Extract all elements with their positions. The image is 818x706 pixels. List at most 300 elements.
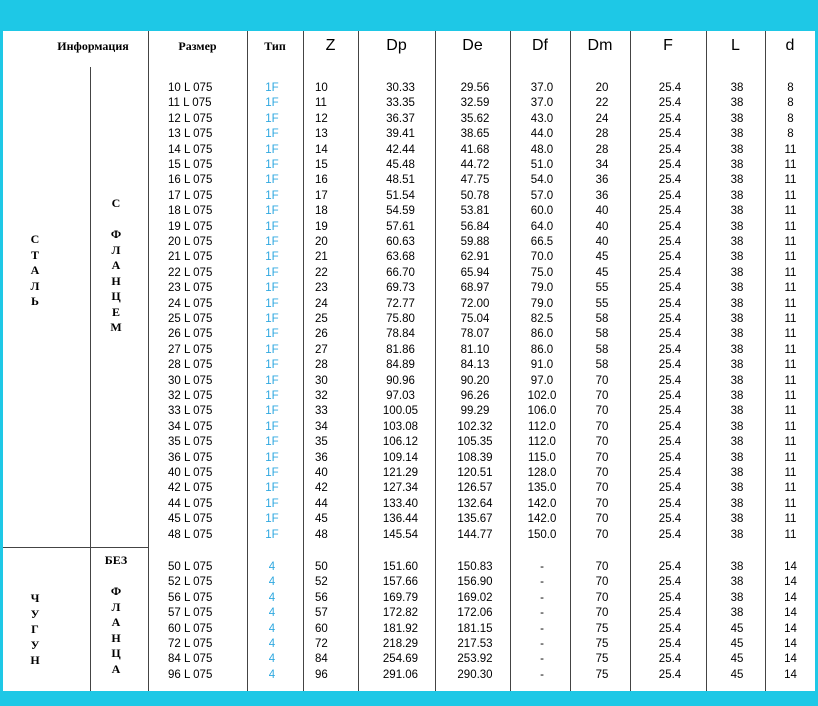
cell-dp: 136.44 [382, 513, 419, 526]
label-flange-letter: Ц [111, 289, 121, 303]
cell-d: 11 [784, 143, 797, 156]
table-row [3, 266, 815, 281]
cell-l: 38 [730, 607, 744, 620]
cell-f: 25.4 [658, 451, 682, 464]
cell-f: 25.4 [658, 638, 682, 650]
cell-d: 11 [784, 374, 797, 387]
cell-d: 11 [784, 497, 797, 510]
cell-f: 25.4 [658, 236, 682, 248]
header-size: Размер [178, 39, 217, 53]
cell-type: 1F [265, 343, 279, 356]
cell-df: 51.0 [530, 159, 554, 171]
cell-dm: 40 [595, 236, 609, 248]
cell-f: 25.4 [658, 591, 682, 604]
cell-size: 16 L 075 [168, 174, 213, 187]
cell-f: 25.4 [658, 82, 682, 94]
cell-z: 12 [315, 112, 328, 125]
cell-size: 25 L 075 [168, 313, 213, 325]
cell-de: 108.39 [457, 451, 493, 464]
cell-d: 11 [784, 313, 797, 325]
cell-type: 1F [265, 467, 279, 479]
table-row [3, 204, 815, 219]
cell-df: 37.0 [530, 97, 554, 110]
cell-dm: 75 [595, 622, 609, 635]
cell-type: 4 [268, 591, 276, 604]
label-steel-letter: Т [30, 247, 39, 262]
cell-f: 25.4 [658, 359, 682, 372]
cell-z: 72 [315, 638, 328, 650]
cell-dm: 70 [595, 467, 609, 479]
cell-l: 38 [730, 420, 744, 433]
cell-de: 105.35 [457, 436, 493, 449]
cell-d: 8 [787, 97, 794, 110]
cell-z: 35 [315, 436, 328, 449]
cell-z: 28 [315, 359, 328, 372]
cell-dm: 70 [595, 513, 609, 526]
cell-d: 11 [784, 236, 797, 248]
table-row [3, 358, 815, 373]
table-row [3, 606, 815, 621]
table-row [3, 81, 815, 96]
cell-dm: 55 [595, 282, 609, 295]
cell-type: 1F [265, 205, 279, 218]
cell-dp: 133.40 [382, 497, 419, 510]
cell-dm: 70 [595, 374, 609, 387]
cell-f: 25.4 [658, 668, 682, 681]
cell-df: 112.0 [528, 436, 556, 449]
label-steel-letter: Ь [31, 294, 39, 308]
cell-dp: 106.12 [382, 436, 419, 449]
cell-df: 97.0 [530, 374, 554, 387]
cell-l: 38 [730, 82, 744, 94]
table-row [3, 420, 815, 435]
cell-dm: 70 [595, 451, 609, 464]
cell-df: - [540, 638, 544, 650]
label-iron-letter: У [30, 637, 40, 652]
cell-type: 1F [265, 251, 279, 264]
cell-d: 14 [784, 638, 797, 650]
cell-dp: 60.63 [386, 236, 415, 248]
cell-z: 40 [315, 467, 328, 479]
cell-l: 38 [730, 374, 744, 387]
cell-f: 25.4 [658, 143, 682, 156]
cell-dp: 69.73 [386, 282, 415, 295]
cell-d: 11 [784, 513, 797, 526]
table-row [3, 327, 815, 342]
label-flange-letter: А [111, 615, 121, 629]
cell-type: 1F [265, 313, 279, 325]
cell-de: 29.56 [460, 82, 490, 94]
cell-df: - [540, 622, 544, 635]
cell-l: 38 [730, 189, 744, 202]
cell-size: 52 L 075 [168, 576, 213, 589]
cell-z: 23 [315, 282, 328, 295]
cell-de: 32.59 [460, 97, 490, 110]
section-divider [3, 547, 148, 548]
cell-z: 96 [315, 668, 328, 681]
label-flange-letter: С [111, 196, 121, 210]
cell-f: 25.4 [658, 266, 682, 279]
cell-f: 25.4 [658, 159, 682, 171]
cell-type: 4 [268, 561, 276, 573]
cell-de: 38.65 [460, 128, 490, 141]
cell-f: 25.4 [658, 576, 682, 589]
label-iron-letter: У [30, 606, 40, 621]
cell-type: 4 [268, 653, 276, 666]
cell-df: 43.0 [530, 112, 554, 125]
cell-f: 25.4 [658, 189, 682, 202]
cell-d: 11 [784, 251, 797, 264]
cell-f: 25.4 [658, 112, 682, 125]
cell-dp: 181.92 [382, 622, 419, 635]
cell-l: 38 [730, 143, 744, 156]
cell-size: 18 L 075 [168, 205, 213, 218]
cell-l: 38 [730, 205, 744, 218]
cell-de: 102.32 [457, 420, 493, 433]
spec-table [3, 31, 815, 691]
cell-f: 25.4 [658, 220, 682, 233]
cell-dm: 70 [595, 420, 609, 433]
cell-z: 14 [315, 143, 328, 156]
table-row [3, 528, 815, 543]
cell-f: 25.4 [658, 128, 682, 141]
cell-dp: 30.33 [386, 82, 415, 94]
cell-dm: 24 [595, 112, 609, 125]
cell-de: 53.81 [460, 205, 490, 218]
cell-dp: 151.60 [382, 561, 419, 573]
cell-z: 15 [315, 159, 328, 171]
cell-dp: 97.03 [386, 390, 415, 402]
cell-dm: 36 [595, 189, 609, 202]
cell-l: 38 [730, 576, 744, 589]
label-flange-letter: Ф [110, 584, 122, 598]
cell-dm: 75 [595, 638, 609, 650]
table-row [3, 435, 815, 450]
cell-l: 38 [730, 328, 744, 341]
cell-size: 50 L 075 [168, 561, 213, 573]
cell-df: 66.5 [530, 236, 554, 248]
cell-type: 1F [265, 82, 279, 94]
table-row [3, 466, 815, 481]
label-steel-letter: А [30, 263, 40, 277]
cell-dm: 70 [595, 482, 609, 495]
cell-size: 11 L 075 [168, 97, 212, 110]
cell-df: 82.5 [530, 313, 554, 325]
cell-type: 1F [265, 189, 279, 202]
cell-z: 19 [315, 220, 328, 233]
cell-d: 14 [784, 622, 797, 635]
cell-size: 44 L 075 [168, 497, 213, 510]
cell-type: 1F [265, 482, 279, 495]
cell-de: 181.15 [457, 622, 493, 635]
header-dp: Dp [386, 37, 407, 54]
cell-de: 90.20 [460, 374, 490, 387]
cell-df: 150.0 [527, 528, 557, 541]
table-row [3, 622, 815, 637]
cell-type: 1F [265, 359, 279, 372]
header-info: Информация [57, 39, 129, 53]
cell-l: 38 [730, 112, 744, 125]
cell-d: 8 [787, 128, 794, 141]
cell-de: 253.92 [457, 653, 493, 666]
cell-z: 20 [315, 236, 328, 248]
cell-dp: 33.35 [386, 97, 415, 110]
cell-dp: 63.68 [386, 251, 415, 264]
cell-z: 17 [315, 189, 328, 202]
table-row [3, 158, 815, 173]
cell-de: 56.84 [460, 220, 490, 233]
cell-d: 14 [784, 668, 797, 681]
cell-d: 8 [787, 112, 794, 125]
table-row [3, 297, 815, 312]
cell-z: 18 [315, 205, 328, 218]
cell-size: 40 L 075 [168, 467, 213, 479]
cell-l: 38 [730, 282, 744, 295]
cell-size: 20 L 075 [168, 236, 213, 248]
cell-l: 38 [730, 528, 744, 541]
cell-type: 1F [265, 143, 279, 156]
cell-dm: 45 [595, 251, 609, 264]
cell-dm: 28 [595, 143, 609, 156]
cell-type: 1F [265, 390, 279, 402]
cell-size: 33 L 075 [168, 405, 213, 418]
cell-f: 25.4 [658, 497, 682, 510]
cell-size: 72 L 075 [168, 638, 213, 650]
cell-de: 41.68 [460, 143, 490, 156]
cell-type: 1F [265, 513, 279, 526]
cell-type: 4 [268, 638, 276, 650]
cell-l: 45 [730, 668, 744, 681]
cell-type: 1F [265, 436, 279, 449]
cell-dp: 51.54 [386, 189, 415, 202]
cell-l: 38 [730, 266, 744, 279]
cell-d: 11 [784, 420, 797, 433]
cell-de: 81.10 [460, 343, 490, 356]
cell-size: 19 L 075 [168, 220, 213, 233]
cell-type: 4 [268, 668, 276, 681]
cell-l: 38 [730, 561, 744, 573]
cell-f: 25.4 [658, 297, 682, 310]
cell-d: 11 [784, 174, 797, 187]
cell-df: 75.0 [530, 266, 554, 279]
cell-f: 25.4 [658, 205, 682, 218]
header-f: F [663, 37, 673, 54]
cell-l: 38 [730, 174, 744, 187]
cell-dp: 254.69 [382, 653, 419, 666]
cell-dm: 58 [595, 359, 609, 372]
cell-de: 35.62 [460, 112, 490, 125]
cell-l: 38 [730, 97, 744, 110]
cell-f: 25.4 [658, 374, 682, 387]
cell-type: 1F [265, 497, 279, 510]
cell-df: 57.0 [530, 189, 554, 202]
cell-f: 25.4 [658, 528, 682, 541]
cell-dm: 58 [595, 313, 609, 325]
cell-size: 26 L 075 [168, 328, 213, 341]
cell-df: 60.0 [530, 205, 554, 218]
table-row [3, 312, 815, 327]
cell-z: 33 [315, 405, 328, 418]
cell-df: 142.0 [527, 513, 557, 526]
cell-size: 17 L 075 [168, 189, 213, 202]
cell-l: 38 [730, 343, 744, 356]
cell-f: 25.4 [658, 561, 682, 573]
cell-df: 44.0 [530, 128, 554, 141]
cell-dp: 109.14 [382, 451, 419, 464]
cell-size: 13 L 075 [168, 128, 213, 141]
cell-d: 11 [784, 328, 797, 341]
header-type: Тип [264, 39, 286, 53]
cell-dp: 84.89 [386, 359, 415, 372]
cell-type: 1F [265, 282, 279, 295]
cell-dp: 36.37 [386, 112, 415, 125]
cell-d: 11 [784, 359, 797, 372]
table-row [3, 143, 815, 158]
cell-dm: 58 [595, 328, 609, 341]
cell-df: 86.0 [530, 343, 554, 356]
cell-f: 25.4 [658, 282, 682, 295]
cell-de: 50.78 [460, 189, 490, 202]
header-df: Df [532, 37, 548, 54]
cell-f: 25.4 [658, 622, 682, 635]
cell-dp: 42.44 [386, 143, 415, 156]
cell-size: 84 L 075 [168, 653, 213, 666]
cell-f: 25.4 [658, 467, 682, 479]
cell-z: 25 [315, 313, 328, 325]
cell-df: 70.0 [530, 251, 554, 264]
cell-size: 28 L 075 [168, 359, 213, 372]
cell-type: 1F [265, 112, 279, 125]
header-de: De [462, 37, 483, 54]
cell-size: 34 L 075 [168, 420, 213, 433]
table-row [3, 591, 815, 606]
cell-dp: 157.66 [382, 576, 419, 589]
cell-de: 78.07 [460, 328, 490, 341]
cell-de: 96.26 [460, 390, 490, 402]
cell-de: 44.72 [460, 159, 490, 171]
cell-dm: 70 [595, 591, 609, 604]
cell-type: 1F [265, 236, 279, 248]
cell-l: 38 [730, 313, 744, 325]
cell-de: 290.30 [457, 668, 493, 681]
cell-f: 25.4 [658, 482, 682, 495]
label-without: БЕЗ [104, 553, 128, 567]
label-iron-letter: Ч [30, 591, 40, 605]
cell-z: 84 [315, 653, 328, 666]
cell-d: 14 [784, 607, 797, 620]
header-dm: Dm [587, 37, 613, 54]
table-row [3, 374, 815, 389]
table-row [3, 512, 815, 527]
cell-type: 1F [265, 266, 279, 279]
cell-l: 38 [730, 128, 744, 141]
cell-f: 25.4 [658, 607, 682, 620]
cell-d: 14 [784, 561, 797, 573]
cell-dm: 70 [595, 405, 609, 418]
cell-size: 42 L 075 [168, 482, 213, 495]
cell-z: 48 [315, 528, 328, 541]
cell-type: 1F [265, 528, 279, 541]
cell-d: 11 [784, 220, 797, 233]
cell-f: 25.4 [658, 405, 682, 418]
label-steel-letter: С [30, 232, 40, 246]
cell-z: 21 [315, 251, 328, 264]
cell-z: 42 [315, 482, 328, 495]
cell-de: 72.00 [460, 297, 490, 310]
cell-dp: 78.84 [386, 328, 415, 341]
cell-l: 38 [730, 482, 744, 495]
label-flange-letter: М [110, 320, 122, 334]
cell-z: 52 [315, 576, 328, 589]
cell-df: - [540, 576, 544, 589]
cell-dm: 70 [595, 561, 609, 573]
cell-f: 25.4 [658, 513, 682, 526]
cell-z: 10 [315, 82, 328, 94]
cell-size: 24 L 075 [168, 297, 213, 310]
cell-dp: 45.48 [386, 159, 415, 171]
cell-d: 11 [784, 528, 797, 541]
cell-dm: 70 [595, 576, 609, 589]
cell-type: 1F [265, 174, 279, 187]
cell-dp: 57.61 [386, 220, 415, 233]
table-row [3, 189, 815, 204]
cell-size: 57 L 075 [168, 607, 213, 620]
cell-de: 84.13 [460, 359, 490, 372]
cell-de: 59.88 [460, 236, 490, 248]
cell-type: 4 [268, 607, 276, 620]
cell-l: 38 [730, 220, 744, 233]
cell-size: 30 L 075 [168, 374, 213, 387]
cell-d: 11 [784, 159, 797, 171]
cell-d: 11 [784, 297, 797, 310]
cell-dm: 36 [595, 174, 609, 187]
cell-l: 38 [730, 236, 744, 248]
cell-size: 48 L 075 [168, 528, 213, 541]
cell-de: 172.06 [457, 607, 493, 620]
cell-l: 38 [730, 467, 744, 479]
cell-type: 1F [265, 405, 279, 418]
table-row [3, 451, 815, 466]
cell-d: 11 [784, 266, 797, 279]
label-iron-letter: Г [31, 622, 39, 636]
cell-d: 11 [784, 482, 797, 495]
cell-dp: 169.79 [382, 591, 419, 604]
cell-size: 22 L 075 [168, 266, 213, 279]
label-flange-letter: А [111, 661, 121, 676]
cell-z: 11 [315, 97, 327, 110]
cell-de: 99.29 [460, 405, 490, 418]
label-flange-letter: Н [111, 630, 121, 645]
cell-dp: 54.59 [386, 205, 415, 218]
cell-type: 1F [265, 159, 279, 171]
cell-type: 1F [265, 328, 279, 341]
cell-dm: 40 [595, 205, 609, 218]
cell-size: 12 L 075 [168, 112, 213, 125]
cell-d: 14 [784, 591, 797, 604]
table-row [3, 343, 815, 358]
cell-d: 11 [784, 189, 797, 202]
cell-df: - [540, 591, 544, 604]
cell-size: 45 L 075 [168, 513, 213, 526]
cell-df: 102.0 [527, 390, 557, 402]
cell-dp: 90.96 [386, 374, 415, 387]
table-row [3, 220, 815, 235]
cell-d: 11 [784, 282, 797, 295]
cell-z: 50 [315, 561, 328, 573]
cell-f: 25.4 [658, 390, 682, 402]
cell-de: 126.57 [457, 482, 493, 495]
cell-dm: 34 [595, 159, 609, 171]
